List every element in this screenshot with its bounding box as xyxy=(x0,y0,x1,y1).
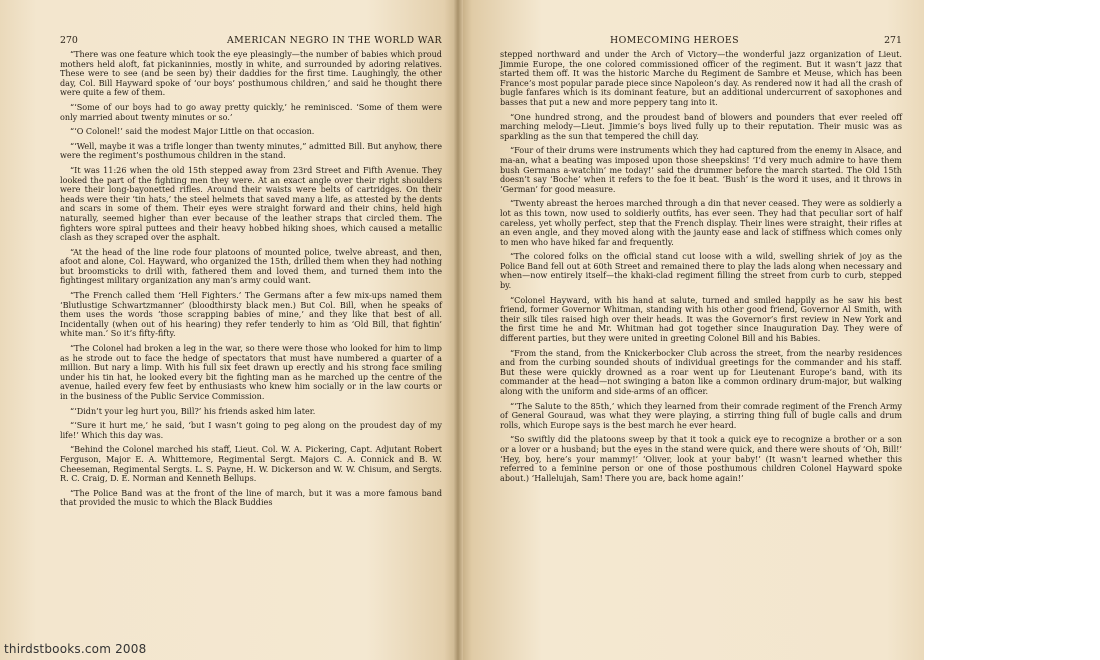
book-gutter xyxy=(453,0,463,660)
right-page-body xyxy=(500,50,902,483)
paragraph: “‘Sure it hurt me,’ he said, ‘but I wasn’t going to peg along on the proudest day of my life!’ Which this day was. xyxy=(60,420,442,440)
paragraph: “The French called them ‘Hell Fighters.’ The Germans after a few mix-ups named them ‘Blutlustige Schwartzmanner’ (bloodthirsty black men.) But Col. Bill, when he speaks of them uses the words ‘those scrapping babies of mine,’ and they like that best of all. Incidentally (when out of his hearing) they refer tenderly to him as ‘Old Bill, that fightin’ white man.’ So it’s fifty-fifty. xyxy=(60,290,442,339)
paragraph: “Behind the Colonel marched his staff, Lieut. Col. W. A. Pickering, Capt. Adjutant Robert Ferguson, Major E. A. Whittemore, Regimental Sergt. Majors C. A. Connick and B. W. Cheeseman, Regimental Sergts. L. S. Payne, H. W. Dickerson and W. W. Chisum, and Sergts. R. C. Craig, D. E. Norman and Kenneth Bellups. xyxy=(60,444,442,484)
paragraph: “Four of their drums were instruments which they had captured from the enemy in Alsace, and ma-an, what a beating was imposed upon those sheepskins! ‘I’d very much admire to have them bush Germans a-watchin’ me today!’ said the drummer before the march started. The Old 15th doesn’t say ‘Boche’ when it refers to the foe it beat. ‘Bush’ is the word it uses, and it throws in ‘German’ for good measure. xyxy=(500,145,902,194)
paragraph: “There was one feature which took the eye pleasingly—the number of babies which proud mothers held aloft, fat pickaninnies, mostly in white, and surrounded by adoring relatives. These were to see (and be seen by) their daddies for the first time. Laughingly, the other day, Col. Bill Hayward spoke of ‘our boys’ posthumous children,’ and said he thought there were quite a few of them. xyxy=(60,49,442,98)
paragraph: “The colored folks on the official stand cut loose with a wild, swelling shriek of joy as the Police Band fell out at 60th Street and remained there to play the lads along when necessary and when—now entirely itself—the khaki-clad regiment filling the street from curb to curb, stepped by. xyxy=(500,251,902,291)
right-page xyxy=(458,0,924,660)
paragraph: “‘O Colonel!’ said the modest Major Little on that occasion. xyxy=(70,126,315,137)
paragraph: “‘Didn’t your leg hurt you, Bill?’ his friends asked him later. xyxy=(70,405,316,416)
watermark: thirdstbooks.com 2008 xyxy=(4,642,147,656)
paragraph: “‘Well, maybe it was a trifle longer than twenty minutes,” admitted Bill. But anyhow, there were the regiment’s posthumous children in the stand. xyxy=(60,140,442,161)
paragraph: “From the stand, from the Knickerbocker Club across the street, from the nearby residences and from the curbing sounded shouts of individual greetings for the commander and his staff. But these were quickly drowned as a roar went up for Lieutenant Europe’s band, with its commander at the head—not swinging a baton like a common ordinary drum-major, but walking along with the uniform and side-arms of an officer. xyxy=(500,347,902,396)
paragraph: “So swiftly did the platoons sweep by that it took a quick eye to recognize a brother or a son or a lover or a husband; but the eyes in the stand were quick, and there were shouts of ‘Oh, Bill!’ ‘Hey, boy, here’s your mammy!’ ‘Oliver, look at your baby!’ (It wasn’t learned whether this referred to a feminine person or one of those posthumous children Colonel Hayward spoke about.) ‘Hallelujah, Sam! There you are, back home again!’ xyxy=(500,434,902,483)
left-page-number: 270 xyxy=(60,35,78,46)
paragraph: “At the head of the line rode four platoons of mounted police, twelve abreast, and then, afoot and alone, Col. Hayward, who organized the 15th, drilled them when they had nothing but broomsticks to drill with, fathered them and loved them, and turned them into the fightingest military organization any man’s army could want. xyxy=(60,246,442,286)
paragraph: “Colonel Hayward, with his hand at salute, turned and smiled happily as he saw his best friend, former Governor Whitman, standing with his other good friend, Governor Al Smith, with their silk tiles raised high over their heads. It was the Governor’s first review in New York and the first time he and Mr. Whitman had got together since Inauguration Day. They were of different parties, but they were united in greeting Colonel Bill and his Babies. xyxy=(500,294,902,344)
right-page-header xyxy=(500,34,902,48)
left-running-head: AMERICAN NEGRO IN THE WORLD WAR xyxy=(226,35,442,46)
paragraph: “‘The Salute to the 85th,’ which they learned from their comrade regiment of the French Army of General Gouraud, was what they were playing, a stirring thing full of bugle calls and drum rolls, which Europe says is the best march he ever heard. xyxy=(500,400,902,430)
paragraph: stepped northward and under the Arch of Victory—the wonderful jazz organization of Lieut. Jimmie Europe, the one colored commissioned officer of the regiment. But it wasn’t jazz that started them off. It was the historic Marche du Regiment de Sambre et Meuse, which has been France’s most popular parade piece since Napoleon’s day. As rendered now it had all the crash of bugle fanfares which is its dominant feature, but an additional undercurrent of saxophones and basses that put a new and more peppery tang into it. xyxy=(500,49,902,107)
paragraph: “The Police Band was at the front of the line of march, but it was a more famous band that provided the music to which the Black Buddies xyxy=(60,487,442,508)
left-page xyxy=(0,0,458,660)
left-page-header xyxy=(60,34,442,48)
paragraph: “It was 11:26 when the old 15th stepped away from 23rd Street and Fifth Avenue. They looked the part of the fighting men they were. At an exact angle over their right shoulders were their long-bayonetted rifles. Around their waists were belts of cartridges. On their heads were their ‘tin hats,’ the steel helmets that saved many a life, as attested by the dents and scars in some of them. Their eyes were straight forward and their chins, held high naturally, seemed higher than ever because of the leather straps that circled them. The fighters wore spiral puttees and their heavy hobbed hiking shoes, which caused a metallic clash as they scraped over the asphalt. xyxy=(60,164,442,243)
right-page-number: 271 xyxy=(884,35,902,46)
paragraph: “The Colonel had broken a leg in the war, so there were those who looked for him to limp as he strode out to face the hedge of spectators that must have numbered a quarter of a million. But nary a limp. With his full six feet drawn up erectly and his strong face smiling under his tin hat, he looked every bit the fighting man as he marched up the centre of the avenue, hailed every few feet by enthusiasts who knew him socially or in the law courts or in the business of the Public Service Commission. xyxy=(60,343,442,401)
paragraph: “Twenty abreast the heroes marched through a din that never ceased. They were as soldierly a lot as this town, now used to soldierly outfits, has ever seen. They had that peculiar sort of half careless, yet wholly perfect, step that the French display. Their lines were straight, their rifles at an even angle, and they moved along with the jaunty ease and lack of stiffness which comes only to men who have hiked far and frequently. xyxy=(500,198,902,247)
paragraph: “‘Some of our boys had to go away pretty quickly,’ he reminisced. ‘Some of them were only married about twenty minutes or so.’ xyxy=(60,101,442,122)
left-page-body xyxy=(60,50,442,508)
paragraph: “One hundred strong, and the proudest band of blowers and pounders that ever reeled off marching melody—Lieut. Jimmie’s boys lived fully up to their reputation. Their music was as sparkling as the sun that tempered the chill day. xyxy=(500,111,902,141)
right-running-head: HOMECOMING HEROES xyxy=(610,35,739,46)
